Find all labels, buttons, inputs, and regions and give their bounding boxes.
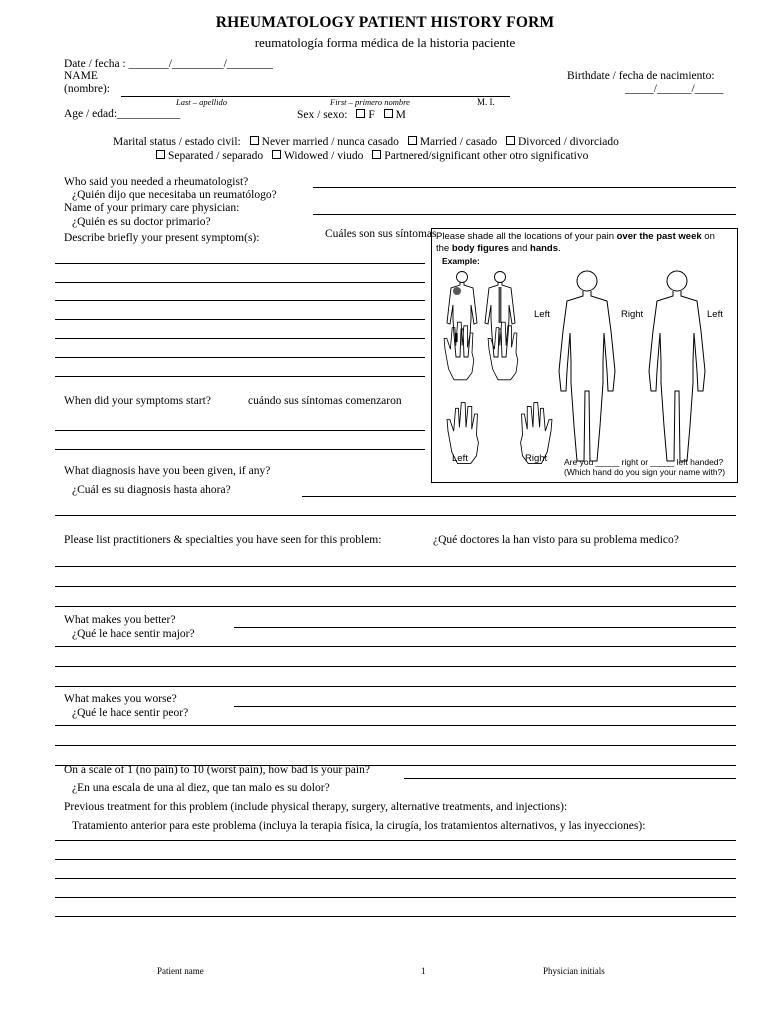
symptoms-line[interactable] xyxy=(55,300,425,301)
sex-m-label: M xyxy=(395,109,406,121)
pain-body-chart xyxy=(431,228,738,483)
footer-page-number: 1 xyxy=(421,966,426,976)
separated-checkbox[interactable] xyxy=(156,150,165,159)
symptoms-line[interactable] xyxy=(55,319,425,320)
separated-label: Separated / separado xyxy=(168,150,264,162)
better-line[interactable] xyxy=(55,686,736,687)
pain-scale-field[interactable] xyxy=(404,778,736,779)
age-field[interactable]: Age / edad:___________ xyxy=(64,108,181,120)
previous-treatment-line[interactable] xyxy=(55,840,736,841)
form-title: RHEUMATOLOGY PATIENT HISTORY FORM xyxy=(215,14,555,31)
better-field[interactable] xyxy=(234,627,736,628)
previous-treatment-label-es: Tratamiento anterior para este problema (incluya la terapia física, la cirugía, los tratamientos alternativos, y las inyecciones): xyxy=(72,820,646,832)
diagnosis-field[interactable] xyxy=(302,496,736,497)
symptoms-line[interactable] xyxy=(55,263,425,264)
date-field[interactable]: Date / fecha : _______/_________/________ xyxy=(64,58,273,70)
better-line[interactable] xyxy=(55,666,736,667)
who-said-label: Who said you needed a rheumatologist? xyxy=(64,176,249,188)
instruction-emphasis: body figures xyxy=(451,243,509,254)
hand-label-right: Right xyxy=(525,453,548,464)
instruction-part: on xyxy=(701,231,715,242)
symptoms-label: Describe briefly your present symptom(s): xyxy=(64,232,260,244)
birthdate-field[interactable]: _____/______/_____ xyxy=(625,83,724,95)
instruction-part: . xyxy=(558,243,561,254)
symptoms-label-es: Cuáles son sus síntomas xyxy=(325,228,437,240)
worse-line[interactable] xyxy=(55,745,736,746)
never-married-label: Never married / nunca casado xyxy=(261,136,399,148)
previous-treatment-line[interactable] xyxy=(55,859,736,860)
diagnosis-label-es: ¿Cuál es su diagnosis hasta ahora? xyxy=(72,484,231,496)
instruction-part: Please shade all the locations of your pain xyxy=(436,231,617,242)
marital-label: Marital status / estado civil: xyxy=(113,136,241,148)
marital-row-1 xyxy=(113,136,619,148)
handedness-note: (Which hand do you sign your name with?) xyxy=(564,467,726,477)
body-back-figure xyxy=(559,271,615,461)
symptoms-line[interactable] xyxy=(55,357,425,358)
instruction-emphasis: over the past week xyxy=(616,231,702,242)
sex-f-label: F xyxy=(368,109,375,121)
example-hand-left xyxy=(444,322,474,380)
pcp-field[interactable] xyxy=(313,214,736,215)
worse-label-es: ¿Qué le hace sentir peor? xyxy=(72,707,189,719)
married-label: Married / casado xyxy=(419,136,498,148)
sex-label: Sex / sexo: xyxy=(297,109,348,121)
partnered-checkbox[interactable] xyxy=(372,150,381,159)
previous-treatment-line[interactable] xyxy=(55,897,736,898)
pain-scale-label-es: ¿En una escala de una al diez, que tan malo es su dolor? xyxy=(72,782,330,794)
pain-scale-label: On a scale of 1 (no pain) to 10 (worst pain), how bad is your pain? xyxy=(64,764,370,776)
label-left: Left xyxy=(534,309,550,320)
sex-m-checkbox[interactable] xyxy=(384,109,393,118)
footer-patient-name: Patient name xyxy=(157,966,204,976)
better-label-es: ¿Qué le hace sentir major? xyxy=(72,628,195,640)
pcp-label: Name of your primary care physician: xyxy=(64,202,240,214)
sex-f-checkbox[interactable] xyxy=(356,109,365,118)
divorced-checkbox[interactable] xyxy=(506,136,515,145)
marital-row-2 xyxy=(150,150,588,162)
example-hand-right xyxy=(488,322,518,380)
never-married-checkbox[interactable] xyxy=(250,136,259,145)
practitioners-line[interactable] xyxy=(55,586,736,587)
instruction-part: and xyxy=(508,243,531,254)
start-line[interactable] xyxy=(55,449,425,450)
start-label-es: cuándo sus síntomas comenzaron xyxy=(248,395,402,407)
start-line[interactable] xyxy=(55,430,425,431)
previous-treatment-line[interactable] xyxy=(55,878,736,879)
form-subtitle: reumatología forma médica de la historia paciente xyxy=(254,35,516,50)
hand-label-left: Left xyxy=(452,453,468,464)
body-figures-svg xyxy=(432,229,737,482)
worse-line[interactable] xyxy=(55,725,736,726)
sex-row xyxy=(297,109,406,121)
practitioners-label: Please list practitioners & specialties you have seen for this problem: xyxy=(64,534,382,546)
label-right: Right xyxy=(621,309,644,320)
label-left-2: Left xyxy=(707,309,723,320)
first-name-caption: First – primero nombre xyxy=(330,97,410,107)
worse-label: What makes you worse? xyxy=(64,693,177,705)
middle-initial-caption: M. I. xyxy=(477,97,495,107)
widowed-checkbox[interactable] xyxy=(272,150,281,159)
symptoms-line[interactable] xyxy=(55,338,425,339)
example-label: Example: xyxy=(442,256,480,266)
instruction-part: the xyxy=(436,243,452,254)
who-said-label-es: ¿Quién dijo que necesitaba un reumatólogo? xyxy=(72,189,277,201)
widowed-label: Widowed / viudo xyxy=(284,150,364,162)
worse-field[interactable] xyxy=(234,706,736,707)
married-checkbox[interactable] xyxy=(408,136,417,145)
diagnosis-label: What diagnosis have you been given, if any? xyxy=(64,465,271,477)
previous-treatment-line[interactable] xyxy=(55,916,736,917)
previous-treatment-label: Previous treatment for this problem (include physical therapy, surgery, alternative treatments, and injections): xyxy=(64,801,568,813)
name-label: NAME xyxy=(64,70,98,82)
name-label-es: (nombre): xyxy=(64,83,110,95)
better-label: What makes you better? xyxy=(64,614,176,626)
instruction-emphasis: hands xyxy=(530,243,558,254)
practitioners-line[interactable] xyxy=(55,566,736,567)
practitioners-line[interactable] xyxy=(55,606,736,607)
better-line[interactable] xyxy=(55,646,736,647)
practitioners-label-es: ¿Qué doctores la han visto para su problema medico? xyxy=(433,534,679,546)
diagnosis-line[interactable] xyxy=(55,515,736,516)
start-label: When did your symptoms start? xyxy=(64,395,211,407)
birthdate-label: Birthdate / fecha de nacimiento: xyxy=(567,70,715,82)
who-said-field[interactable] xyxy=(313,187,736,188)
divorced-label: Divorced / divorciado xyxy=(517,136,619,148)
partnered-label: Partnered/significant other otro significativo xyxy=(384,150,589,162)
footer-physician-initials: Physician initials xyxy=(543,966,605,976)
handedness-question[interactable]: Are you _____ right or _____ left handed? xyxy=(564,457,724,467)
last-name-caption: Last – apellido xyxy=(176,97,228,107)
symptoms-line[interactable] xyxy=(55,282,425,283)
symptoms-line[interactable] xyxy=(55,376,425,377)
pcp-label-es: ¿Quién es su doctor primario? xyxy=(72,216,211,228)
body-front-figure xyxy=(649,271,705,461)
